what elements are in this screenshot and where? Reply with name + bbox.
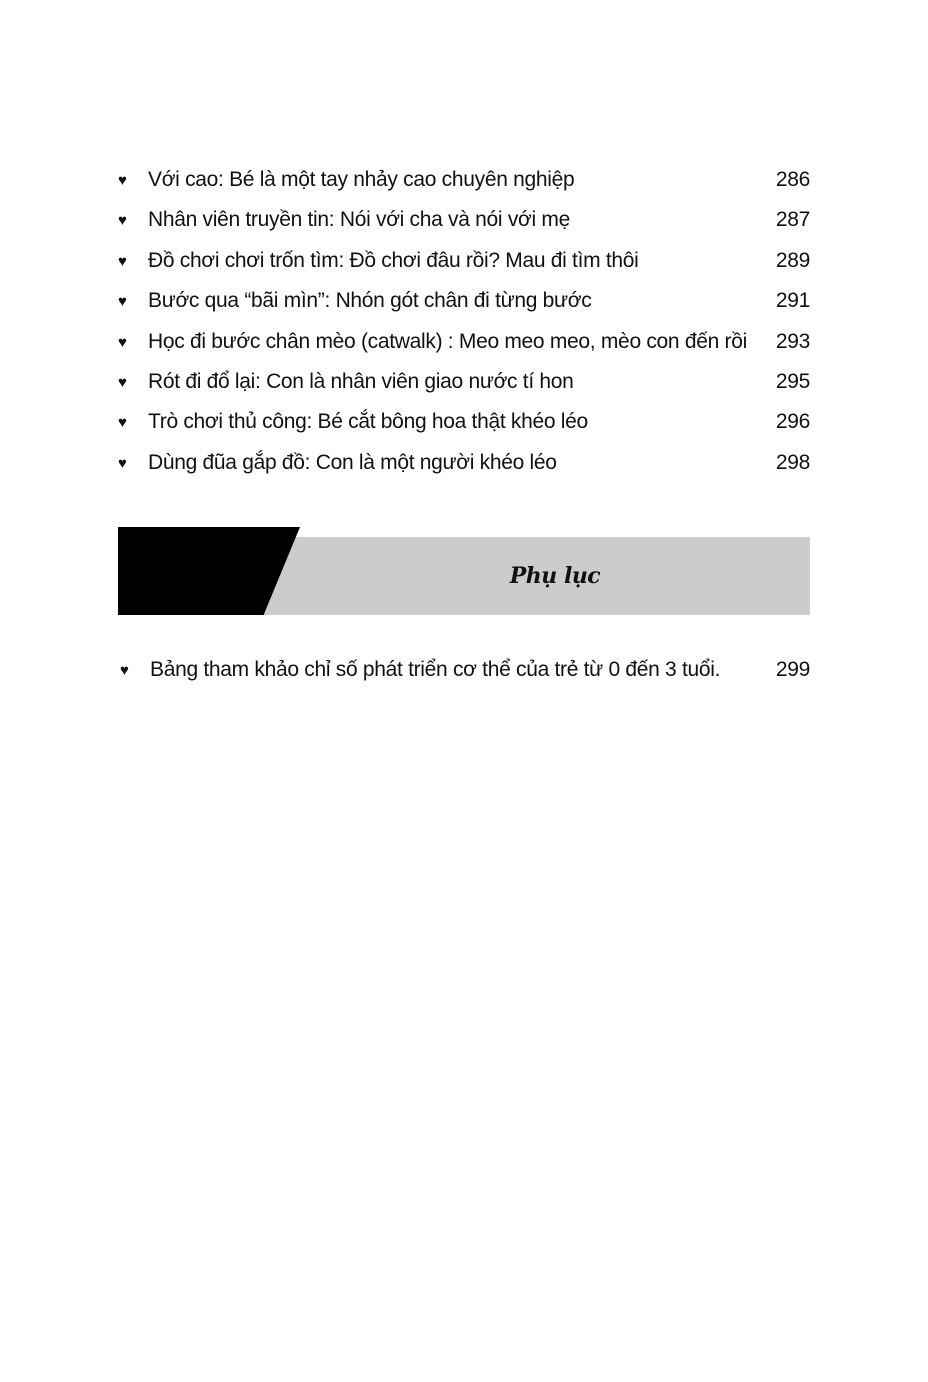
toc-entry	[118, 200, 810, 240]
heart-icon: ♥	[118, 172, 127, 189]
appendix-entry	[120, 650, 810, 690]
toc-entry	[118, 402, 810, 442]
toc-entry	[118, 362, 810, 402]
toc-entry	[118, 322, 810, 362]
toc-entry-page: 287	[775, 208, 810, 232]
section-title: Phụ lục	[509, 563, 601, 589]
section-header	[118, 527, 810, 615]
toc-list	[118, 160, 810, 483]
toc-entry	[118, 281, 810, 321]
toc-entry-page: 293	[775, 329, 810, 353]
appendix-entry-page: 299	[775, 658, 810, 681]
heart-icon: ♥	[120, 662, 129, 679]
toc-entry-title: Dùng đũa gắp đồ: Con là một người khéo léo	[148, 450, 557, 474]
heart-icon: ♥	[118, 333, 127, 351]
toc-entry-page: 298	[775, 450, 810, 474]
heart-icon: ♥	[118, 373, 127, 391]
heart-icon: ♥	[118, 293, 127, 311]
toc-entry-title: Bước qua “bãi mìn”: Nhón gót chân đi từng bước	[148, 289, 592, 313]
heart-icon: ♥	[118, 212, 127, 230]
toc-entry-page: 291	[775, 289, 810, 313]
toc-entry	[118, 160, 810, 200]
appendix-entry-title: Bảng tham khảo chỉ số phát triển cơ thể của trẻ từ 0 đến 3 tuổi.	[150, 658, 721, 681]
toc-entry-title: Trò chơi thủ công: Bé cắt bông hoa thật khéo léo	[148, 410, 588, 434]
toc-entry-title: Nhân viên truyền tin: Nói với cha và nói với mẹ	[148, 208, 570, 232]
toc-entry-page: 289	[775, 248, 810, 272]
toc-entry-title: Với cao: Bé là một tay nhảy cao chuyên nghiệp	[148, 168, 575, 191]
toc-entry-page: 295	[775, 369, 810, 393]
toc-entry-page: 286	[775, 168, 810, 191]
toc-entry	[118, 443, 810, 483]
toc-entry	[118, 241, 810, 281]
appendix-list	[120, 650, 810, 690]
toc-entry-page: 296	[775, 410, 810, 434]
heart-icon: ♥	[118, 454, 127, 472]
heart-icon: ♥	[118, 414, 127, 432]
toc-entry-title: Rót đi đổ lại: Con là nhân viên giao nước tí hon	[148, 369, 574, 393]
toc-entry-title: Đồ chơi chơi trốn tìm: Đồ chơi đâu rồi? Mau đi tìm thôi	[148, 248, 639, 272]
toc-entry-title: Học đi bước chân mèo (catwalk) : Meo meo meo, mèo con đến rồi	[148, 329, 747, 353]
heart-icon: ♥	[118, 252, 127, 270]
